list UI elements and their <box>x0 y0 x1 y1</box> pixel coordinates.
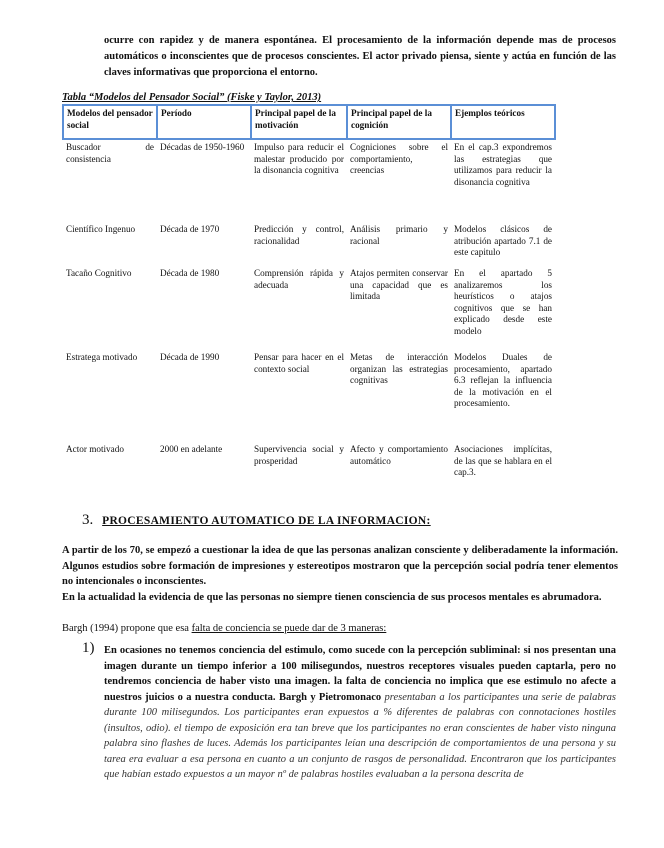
header-cell: Principal papel de la cognición <box>347 105 451 139</box>
paragraph-text: Bargh (1994) propone que esa <box>62 623 192 634</box>
table-cell: Atajos permiten conservar una capacidad que es limitada <box>350 268 448 301</box>
list-number: 1) <box>82 640 95 656</box>
body-paragraph-3 <box>62 621 618 637</box>
table-cell: 2000 en adelante <box>160 444 223 454</box>
table-row <box>63 222 555 266</box>
table-cell: Comprensión rápida y adecuada <box>254 268 344 290</box>
table-cell: Década de 1990 <box>160 352 220 362</box>
list-item-body <box>104 643 616 783</box>
header-cell: Principal papel de la motivación <box>251 105 347 139</box>
table-cell: Actor motivado <box>66 444 124 454</box>
table-cell: Tacaño Cognitivo <box>66 268 132 278</box>
table-cell: Predicción y control, racionalidad <box>254 224 344 246</box>
body-paragraph-2: En la actualidad la evidencia de que las personas no siempre tienen consciencia de sus procesos mentales es abrumadora. <box>62 592 602 603</box>
table-cell: Década de 1970 <box>160 224 220 234</box>
table-caption: Tabla “Modelos del Pensador Social” (Fiske y Taylor, 2013) <box>62 92 322 103</box>
table-cell: Científico Ingenuo <box>66 224 136 234</box>
underlined-phrase: falta de conciencia se puede dar de 3 maneras: <box>191 623 387 634</box>
table-cell: Estratega motivado <box>66 352 138 362</box>
section-title: PROCESAMIENTO AUTOMATICO DE LA INFORMACION: <box>102 515 431 527</box>
header-cell: Período <box>157 105 251 139</box>
list-bold-text: En ocasiones no tenemos conciencia del estimulo, como sucede con la percepción subliminal: si nos presentan una imagen durante un tiempo inferior a 100 milisegundos, nuestros receptores visuales pueden captarla, pero no tendremos conciencia de haber visto una imagen. la falta de conciencia no implica que ese estimulo no afecte a nuestros juicios o a nuestra conducta. <box>104 645 616 703</box>
table-cell: Impulso para reducir el malestar producido por la disonancia cognitiva <box>254 142 344 175</box>
table-cell: Afecto y comportamiento automático <box>350 444 448 466</box>
table-row <box>63 266 555 350</box>
section-heading <box>82 512 431 529</box>
thinker-models-table <box>62 104 556 506</box>
table-cell: Pensar para hacer en el contexto social <box>254 352 344 374</box>
header-cell: Modelos del pensador social <box>63 105 157 139</box>
table-row <box>63 442 555 506</box>
table-cell: En el cap.3 expondremos las estrategias que utilizamos para reducir la disonancia cognitiva <box>454 142 552 187</box>
table-cell: Buscador de consistencia <box>66 142 154 164</box>
table-cell: Análisis primario y racional <box>350 224 448 246</box>
table-cell: Metas de interacción organizan las estrategias cognitivas <box>350 352 448 385</box>
section-number: 3. <box>82 512 94 528</box>
table-row <box>63 350 555 442</box>
table-cell: Modelos clásicos de atribución apartado 7.1 de este capitulo <box>454 224 552 257</box>
intro-paragraph: ocurre con rapidez y de manera espontánea. El procesamiento de la información depende mas de procesos automáticos o inconscientes que de procesos conscientes. El actor privado piensa, siente y actúa en función de las claves informativas que proporciona el entorno. <box>104 35 616 78</box>
header-cell: Ejemplos teóricos <box>451 105 555 139</box>
table-cell: Asociaciones implícitas, de las que se hablara en el cap.3. <box>454 444 552 477</box>
table-header-row <box>63 105 555 139</box>
table-row <box>63 139 555 222</box>
table-cell: En el apartado 5 analizaremos los heurísticos o atajos cognitivos que se han explicado desde este modelo <box>454 268 552 336</box>
table-cell: Cogniciones sobre el comportamiento, creencias <box>350 142 448 175</box>
list-authors: Bargh y Pietromonaco <box>278 691 382 703</box>
list-italic-text: presentaban a los participantes una serie de palabras durante 100 milisegundos. Los participantes eran expuestos a % diferentes de palabras con connotaciones hostiles (insultos, odio). el tiempo de exposición era tan breve que los participantes no eran conscientes de haber visto ninguna palabra sino flashes de luces. Además los participantes leían una descripción de comportamientos de una persona y su tarea era evaluar a esa persona en cuanto a un conjunto de rasgos de personalidad. Encontraron que los participantes que habían estado expuestos a un mayor nº de palabras hostiles evaluaban a la persona descrita de <box>104 691 616 780</box>
table-cell: Década de 1980 <box>160 268 220 278</box>
table-cell: Supervivencia social y prosperidad <box>254 444 344 466</box>
table-cell: Modelos Duales de procesamiento, apartado 6.3 reflejan la influencia de la motivación en el procesamiento. <box>454 352 552 408</box>
body-paragraph-1: A partir de los 70, se empezó a cuestionar la idea de que las personas analizan consciente y deliberadamente la información. Algunos estudios sobre formación de impresiones y estereotipos mostraron que la percepción social podría tener elementos no intencionales o inconscientes. <box>62 545 618 587</box>
table-cell: Décadas de 1950-1960 <box>160 142 245 152</box>
